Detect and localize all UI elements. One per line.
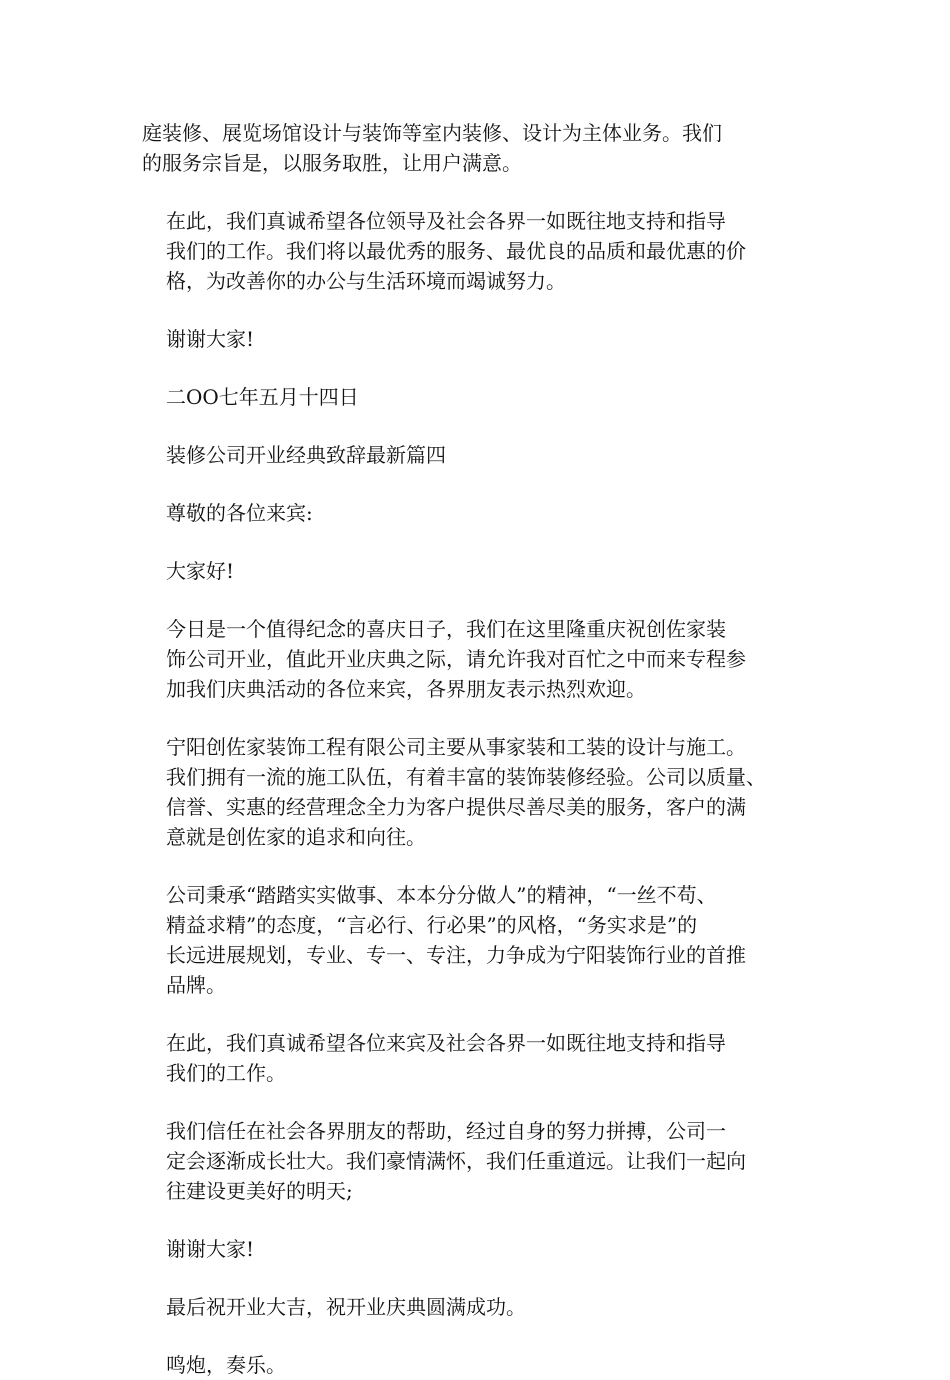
paragraph-line: 装修公司开业经典致辞最新篇四 xyxy=(166,443,446,467)
paragraph-line: 尊敬的各位来宾: xyxy=(166,501,313,525)
paragraph-line: 定会逐渐成长壮大。我们豪情满怀，我们任重道远。让我们一起向 xyxy=(166,1149,746,1173)
thanks-line-2 xyxy=(142,1234,812,1264)
greeting xyxy=(142,556,812,586)
paragraph-line: 格，为改善你的办公与生活环境而竭诚努力。 xyxy=(166,269,566,293)
paragraph-line: 我们拥有一流的施工队伍，有着丰富的装饰装修经验。公司以质量、 xyxy=(166,765,766,789)
section-title xyxy=(142,440,812,470)
paragraph-line: 最后祝开业大吉，祝开业庆典圆满成功。 xyxy=(166,1295,526,1319)
paragraph-future xyxy=(142,1116,812,1206)
closing-wish xyxy=(142,1292,812,1322)
document-content xyxy=(142,118,812,1380)
closing-action xyxy=(142,1350,812,1380)
date-line xyxy=(142,382,812,412)
paragraph-line: 意就是创佐家的追求和向往。 xyxy=(166,825,426,849)
salutation xyxy=(142,498,812,528)
paragraph-line: 谢谢大家! xyxy=(166,1237,255,1261)
paragraph-line: 公司秉承“踏踏实实做事、本本分分做人”的精神，“一丝不苟、 xyxy=(166,883,717,907)
paragraph-line: 品牌。 xyxy=(166,973,226,997)
paragraph-line: 我们的工作。 xyxy=(166,1061,286,1085)
paragraph-company-intro xyxy=(142,732,812,852)
paragraph-line: 往建设更美好的明天; xyxy=(166,1179,353,1203)
paragraph-line: 我们信任在社会各界朋友的帮助，经过自身的努力拼搏，公司一 xyxy=(166,1119,726,1143)
paragraph-line: 在此，我们真诚希望各位来宾及社会各界一如既往地支持和指导 xyxy=(166,1031,726,1055)
paragraph-line: 信誉、实惠的经营理念全力为客户提供尽善尽美的服务，客户的满 xyxy=(166,795,746,819)
paragraph-line: 二OO七年五月十四日 xyxy=(166,385,359,409)
paragraph-line: 大家好! xyxy=(166,559,235,583)
paragraph-line: 谢谢大家! xyxy=(166,327,255,351)
paragraph-2 xyxy=(142,206,812,296)
paragraph-line: 的服务宗旨是，以服务取胜，让用户满意。 xyxy=(142,151,522,175)
paragraph-line: 今日是一个值得纪念的喜庆日子，我们在这里隆重庆祝创佐家装 xyxy=(166,617,726,641)
paragraph-support xyxy=(142,1028,812,1088)
thanks-line xyxy=(142,324,812,354)
paragraph-line: 在此，我们真诚希望各位领导及社会各界一如既往地支持和指导 xyxy=(166,209,726,233)
paragraph-line: 加我们庆典活动的各位来宾，各界朋友表示热烈欢迎。 xyxy=(166,677,646,701)
paragraph-line: 长远进展规划，专业、专一、专注，力争成为宁阳装饰行业的首推 xyxy=(166,943,746,967)
paragraph-line: 鸣炮，奏乐。 xyxy=(166,1353,286,1377)
paragraph-line: 庭装修、展览场馆设计与装饰等室内装修、设计为主体业务。我们 xyxy=(142,121,722,145)
paragraph-line: 精益求精”的态度，“言必行、行必果”的风格，“务实求是”的 xyxy=(166,913,698,937)
paragraph-line: 饰公司开业，值此开业庆典之际，请允许我对百忙之中而来专程参 xyxy=(166,647,746,671)
paragraph-line: 我们的工作。我们将以最优秀的服务、最优良的品质和最优惠的价 xyxy=(166,239,746,263)
paragraph-line: 宁阳创佐家装饰工程有限公司主要从事家装和工装的设计与施工。 xyxy=(166,735,746,759)
paragraph-1 xyxy=(142,118,812,178)
paragraph-opening xyxy=(142,614,812,704)
paragraph-company-spirit xyxy=(142,880,812,1000)
